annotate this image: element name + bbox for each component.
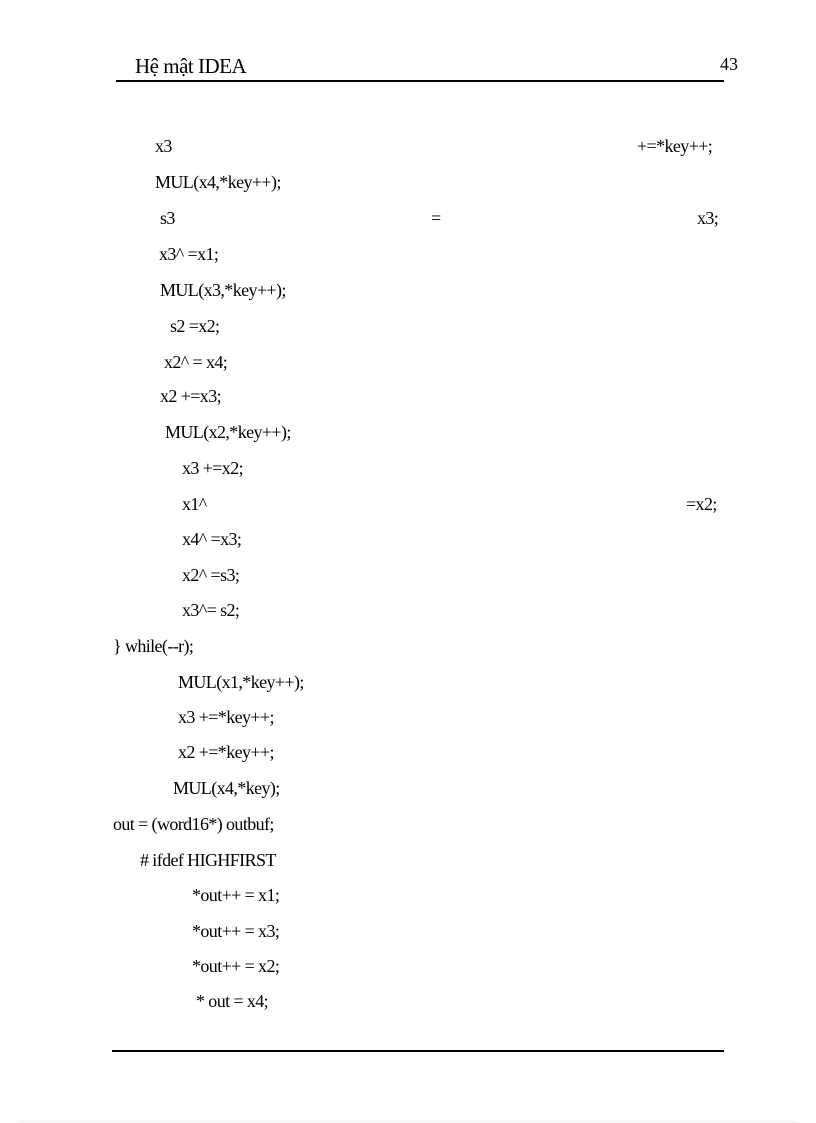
page-number: 43: [720, 54, 738, 74]
code-line: =x2;: [686, 494, 717, 514]
code-line: x3 +=x2;: [182, 458, 244, 478]
code-line: MUL(x2,*key++);: [165, 422, 291, 442]
code-line: x3: [155, 136, 172, 156]
code-line: x2 +=x3;: [160, 386, 222, 406]
code-line: MUL(x3,*key++);: [160, 280, 286, 300]
code-line: x3^= s2;: [182, 600, 240, 620]
code-line: out = (word16*) outbuf;: [113, 814, 274, 834]
code-line: =: [431, 208, 441, 228]
code-line: x3;: [697, 208, 719, 228]
code-line: *out++ = x1;: [192, 885, 280, 905]
code-line: * out = x4;: [196, 991, 269, 1011]
code-line: x3 +=*key++;: [178, 707, 274, 727]
code-line: MUL(x4,*key);: [173, 778, 280, 798]
footer-rule: [112, 1050, 724, 1052]
code-line: # ifdef HIGHFIRST: [140, 850, 276, 870]
code-line: x4^ =x3;: [182, 529, 242, 549]
page-edge-divider: [20, 1121, 796, 1122]
code-line: MUL(x4,*key++);: [155, 172, 281, 192]
header-title: Hệ mật IDEA: [135, 54, 247, 78]
code-line: } while(--r);: [113, 636, 194, 656]
code-line: x2^ =s3;: [182, 565, 240, 585]
code-line: s3: [160, 208, 175, 228]
code-line: *out++ = x3;: [192, 921, 280, 941]
code-line: x2 +=*key++;: [178, 742, 274, 762]
code-line: MUL(x1,*key++);: [178, 672, 304, 692]
code-line: *out++ = x2;: [192, 956, 280, 976]
code-line: +=*key++;: [637, 136, 713, 156]
code-line: x2^ = x4;: [164, 352, 228, 372]
code-line: x3^ =x1;: [159, 244, 219, 264]
code-line: s2 =x2;: [170, 316, 220, 336]
code-line: x1^: [182, 494, 207, 514]
